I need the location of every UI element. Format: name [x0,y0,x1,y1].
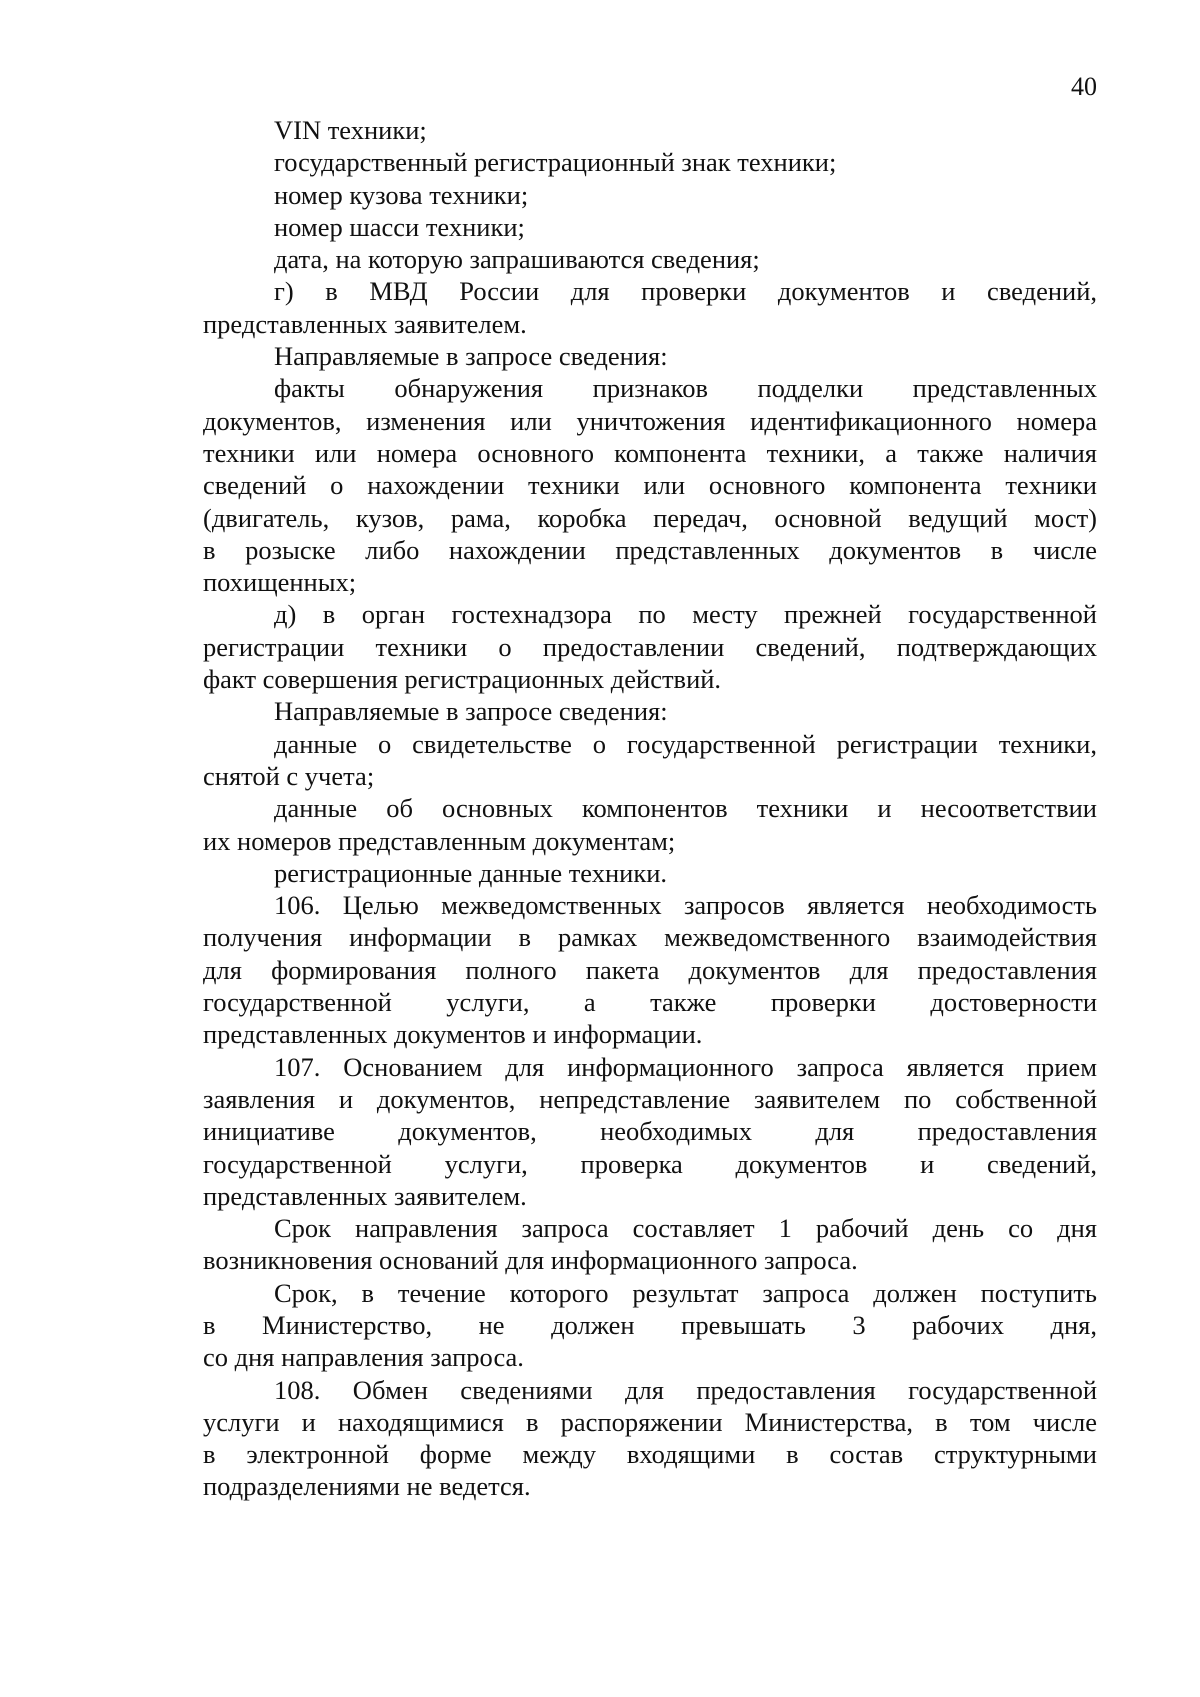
text-line: данные о свидетельстве о государственной регистрации техники, [274,728,1097,759]
text-line: снятой с учета; [203,760,375,791]
text-line: сведений о нахождении техники или основного компонента техники [203,470,1097,501]
text-line: заявления и документов, непредставление заявителем по собственной [203,1083,1097,1114]
text-line: представленных заявителем. [203,308,527,339]
text-line: в электронной форме между входящими в состав структурными [203,1439,1097,1470]
text-line: г) в МВД России для проверки документов и сведений, [274,276,1097,307]
text-line: 108. Обмен сведениями для предоставления государственной [274,1374,1097,1405]
body-text [203,114,1097,1503]
text-line: Направляемые в запросе сведения: [274,696,668,727]
text-line: регистрационные данные техники. [274,857,667,888]
text-line: Срок направления запроса составляет 1 рабочий день со дня [274,1213,1097,1244]
text-line: д) в орган гостехнадзора по месту прежней государственной [274,599,1097,630]
text-line: Срок, в течение которого результат запроса должен поступить [274,1277,1097,1308]
text-line: номер кузова техники; [274,179,529,210]
text-line: со дня направления запроса. [203,1342,524,1373]
text-line: инициативе документов, необходимых для предоставления [203,1116,1097,1147]
text-line: подразделениями не ведется. [203,1471,531,1502]
text-line: представленных заявителем. [203,1180,527,1211]
page-number: 40 [1071,72,1097,101]
text-line: для формирования полного пакета документов для предоставления [203,954,1097,985]
text-line: услуги и находящимися в распоряжении Министерства, в том числе [203,1406,1097,1437]
text-line: государственной услуги, а также проверки достоверности [203,987,1097,1018]
text-line: 106. Целью межведомственных запросов является необходимость [274,890,1097,921]
text-line: (двигатель, кузов, рама, коробка передач, основной ведущий мост) [203,502,1097,533]
text-line: факт совершения регистрационных действий. [203,664,722,695]
text-line: государственной услуги, проверка документов и сведений, [203,1148,1097,1179]
text-line: получения информации в рамках межведомственного взаимодействия [203,922,1097,953]
text-line: 107. Основанием для информационного запроса является прием [274,1051,1097,1082]
text-line: похищенных; [203,567,357,598]
text-line: представленных документов и информации. [203,1019,703,1050]
text-line: Направляемые в запросе сведения: [274,341,668,372]
text-line: техники или номера основного компонента техники, а также наличия [203,437,1097,468]
text-line: номер шасси техники; [274,211,525,242]
text-line: в Министерство, не должен превышать 3 рабочих дня, [203,1309,1097,1340]
text-line: государственный регистрационный знак техники; [274,147,837,178]
text-line: документов, изменения или уничтожения идентификационного номера [203,405,1097,436]
text-line: факты обнаружения признаков подделки представленных [274,373,1097,404]
text-line: регистрации техники о предоставлении сведений, подтверждающих [203,631,1097,662]
text-line: данные об основных компонентов техники и несоответствии [274,793,1097,824]
text-line: возникновения оснований для информационного запроса. [203,1245,858,1276]
text-line: в розыске либо нахождении представленных документов в числе [203,534,1097,565]
text-line: VIN техники; [274,115,427,145]
text-line: их номеров представленным документам; [203,825,676,856]
text-line: дата, на которую запрашиваются сведения; [274,244,760,275]
